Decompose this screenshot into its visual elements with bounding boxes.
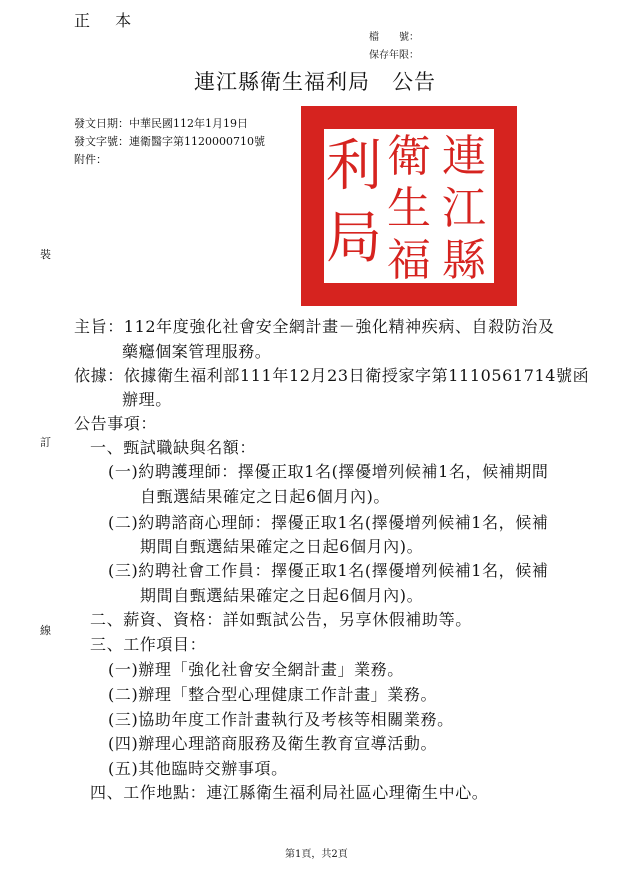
notice-heading: 公告事項： <box>74 414 158 433</box>
attachment-label: 附件： <box>74 153 107 166</box>
section-1-item-3-line-1: (三)約聘社會工作員：擇優正取1名(擇優增列候補1名，候補 <box>108 561 549 580</box>
page-number: 第1頁，共2頁 <box>285 849 348 860</box>
section-3-item-5: (五)其他臨時交辦事項。 <box>108 759 288 778</box>
official-seal <box>298 103 520 309</box>
issue-number: 發文字號：連衛醫字第1120000710號 <box>74 135 265 148</box>
section-3-item-4: (四)辦理心理諮商服務及衛生教育宣導活動。 <box>108 734 438 753</box>
section-1-title: 一、甄試職缺與名額： <box>90 438 257 457</box>
page-title <box>194 66 436 96</box>
issue-date: 發文日期：中華民國112年1月19日 <box>74 117 248 130</box>
section-2: 二、薪資、資格：詳如甄試公告，另享休假補助等。 <box>90 610 472 629</box>
binding-mark-xian: 線 <box>40 624 51 637</box>
binding-mark-zhuang: 裝 <box>40 248 51 261</box>
subject-line-2: 藥癮個案管理服務。 <box>122 342 272 361</box>
section-1-item-2-line-1: (二)約聘諮商心理師：擇優正取1名(擇優增列候補1名，候補 <box>108 513 549 532</box>
seal-glyph: 利 <box>326 134 382 199</box>
seal-glyph: 局 <box>326 206 382 271</box>
subject-line-1: 主旨：112年度強化社會安全網計畫－強化精神疾病、自殺防治及 <box>74 317 555 336</box>
document-type: 公告 <box>392 70 436 94</box>
section-1-item-1-line-2: 自甄選結果確定之日起6個月內)。 <box>140 487 391 506</box>
seal-glyph: 連 <box>442 131 486 182</box>
basis-line-2: 辦理。 <box>122 390 172 409</box>
section-1-item-3-line-2: 期間自甄選結果確定之日起6個月內)。 <box>140 586 424 605</box>
seal-glyph: 江 <box>442 183 486 234</box>
section-1-item-1-line-1: (一)約聘護理師：擇優正取1名(擇優增列候補1名，候補期間 <box>108 462 549 481</box>
retention-period-label: 保存年限： <box>369 50 419 61</box>
section-3-item-1: (一)辦理「強化社會安全網計畫」業務。 <box>108 660 404 679</box>
section-3-title: 三、工作項目： <box>90 635 207 654</box>
seal-glyph: 縣 <box>442 235 486 286</box>
binding-mark-ding: 訂 <box>40 436 51 449</box>
seal-glyph: 衛 <box>387 131 431 182</box>
seal-image <box>298 103 520 309</box>
seal-glyph: 福 <box>387 235 431 286</box>
section-3-item-3: (三)協助年度工作計畫執行及考核等相關業務。 <box>108 710 454 729</box>
agency-name: 連江縣衛生福利局 <box>194 70 370 94</box>
seal-glyph: 生 <box>387 183 431 234</box>
section-1-item-2-line-2: 期間自甄選結果確定之日起6個月內)。 <box>140 537 424 556</box>
file-number-label: 檔 號： <box>369 32 419 43</box>
copy-mark: 正 本 <box>74 11 142 30</box>
section-4: 四、工作地點：連江縣衛生福利局社區心理衛生中心。 <box>90 783 489 802</box>
basis-line-1: 依據：依據衛生福利部111年12月23日衛授家字第1110561714號函 <box>74 366 590 385</box>
section-3-item-2: (二)辦理「整合型心理健康工作計畫」業務。 <box>108 685 438 704</box>
